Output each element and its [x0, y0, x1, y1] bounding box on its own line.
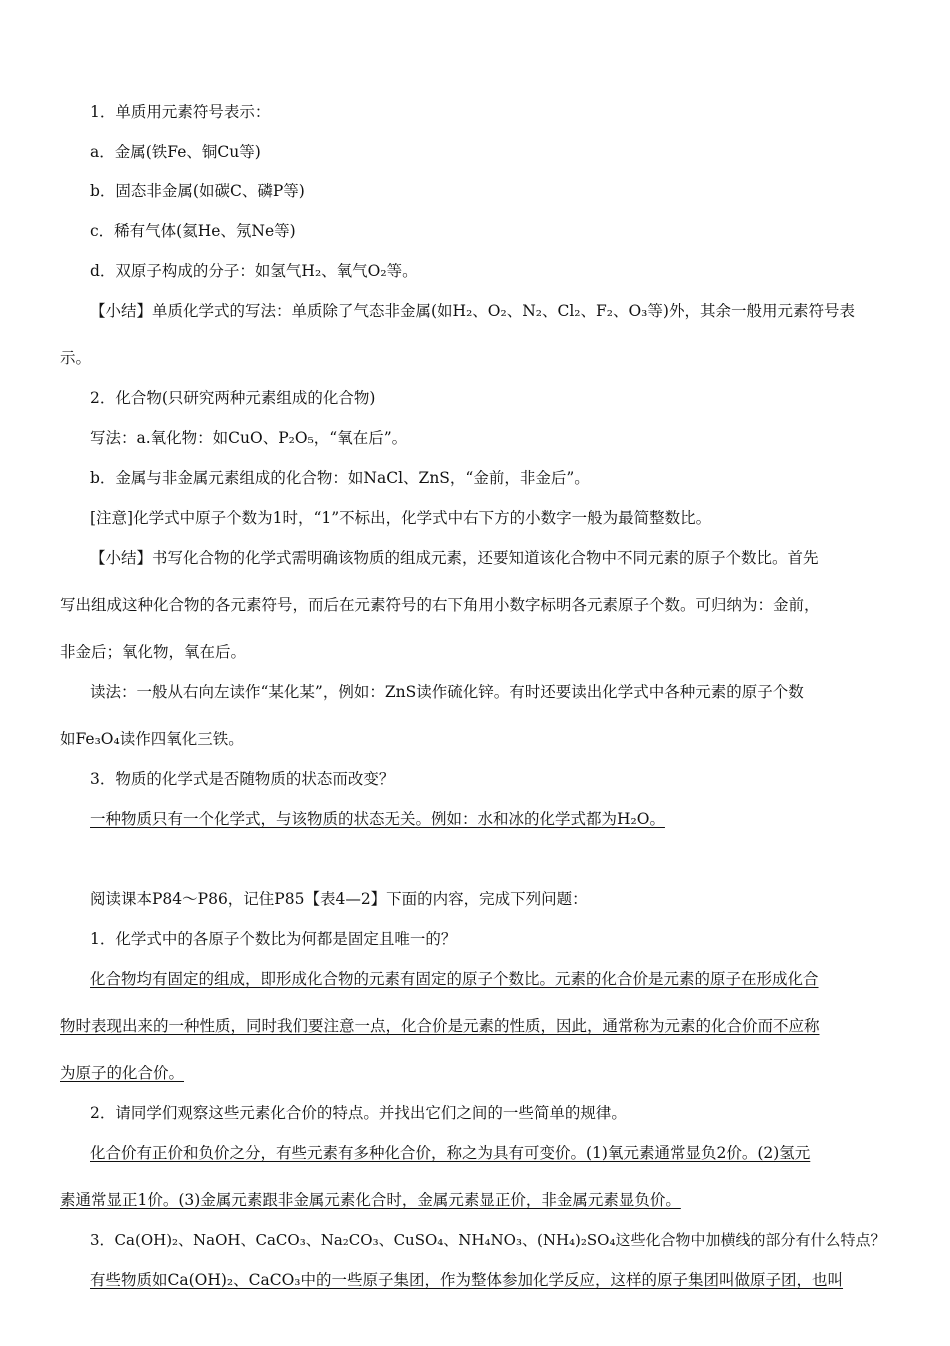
item-compound-title: 2．化合物(只研究两种元素组成的化合物) — [90, 389, 376, 407]
summary-elements-line1: 【小结】单质化学式的写法：单质除了气态非金属(如H₂、O₂、N₂、Cl₂、F₂、O₃等)外，其余一般用元素符号表 — [90, 302, 855, 320]
question-valence-rules: 2．请同学们观察这些元素化合价的特点。并找出它们之间的一些简单的规律。 — [90, 1104, 627, 1122]
note-atom-count: [注意]化学式中原子个数为1时，“1”不标出，化学式中右下方的小数字一般为最简整数比。 — [90, 509, 712, 527]
question-fixed-ratio: 1．化学式中的各原子个数比为何都是固定且唯一的？ — [90, 930, 457, 948]
item-solid-nonmetal: b．固态非金属(如碳C、磷P等) — [90, 182, 305, 200]
question-state: 3．物质的化学式是否随物质的状态而改变？ — [90, 770, 395, 788]
summary-elements-line2: 示。 — [60, 349, 92, 367]
question-radicals: 3．Ca(OH)₂、NaOH、CaCO₃、Na₂CO₃、CuSO₄、NH₄NO₃、(NH₄)₂SO₄这些化合物中加横线的部分有什么特点？ — [90, 1231, 886, 1249]
answer-fixed-ratio-line1: 化合物均有固定的组成，即形成化合物的元素有固定的原子个数比。元素的化合价是元素的原子在形成化合 — [90, 970, 819, 988]
item-noble-gas: c．稀有气体(氦He、氖Ne等) — [90, 222, 296, 240]
answer-state: 一种物质只有一个化学式，与该物质的状态无关。例如：水和冰的化学式都为H₂O。 — [90, 810, 665, 828]
summary-compound-line1: 【小结】书写化合物的化学式需明确该物质的组成元素，还要知道该化合物中不同元素的原子个数比。首先 — [90, 549, 819, 567]
summary-compound-line2: 写出组成这种化合物的各元素符号，而后在元素符号的右下角用小数字标明各元素原子个数。可归纳为：金前， — [60, 596, 820, 614]
item-title-elements: 1．单质用元素符号表示： — [90, 103, 271, 121]
item-diatomic: d．双原子构成的分子：如氢气H₂、氧气O₂等。 — [90, 262, 418, 280]
summary-compound-line3: 非金后；氧化物，氧在后。 — [60, 643, 247, 661]
item-metal: a．金属(铁Fe、铜Cu等) — [90, 143, 261, 161]
reading-rule-line2: 如Fe₃O₄读作四氧化三铁。 — [60, 730, 244, 748]
reading-rule-line1: 读法：一般从右向左读作“某化某”，例如：ZnS读作硫化锌。有时还要读出化学式中各种元素的原子个数 — [90, 683, 804, 701]
item-metal-nonmetal: b．金属与非金属元素组成的化合物：如NaCl、ZnS，“金前，非金后”。 — [90, 469, 590, 487]
answer-radicals-line1: 有些物质如Ca(OH)₂、CaCO₃中的一些原子集团，作为整体参加化学反应，这样的原子集团叫做原子团，也叫 — [90, 1271, 844, 1289]
item-oxide: 写法：a.氧化物：如CuO、P₂O₅，“氧在后”。 — [90, 429, 408, 447]
answer-fixed-ratio-line2: 物时表现出来的一种性质，同时我们要注意一点，化合价是元素的性质，因此，通常称为元素的化合价而不应称 — [60, 1017, 820, 1035]
answer-valence-rules-line2: 素通常显正1价。(3)金属元素跟非金属元素化合时，金属元素显正价，非金属元素显负价。 — [60, 1191, 681, 1209]
answer-valence-rules-line1: 化合价有正价和负价之分，有些元素有多种化合价，称之为具有可变价。(1)氧元素通常显负2价。(2)氢元 — [90, 1144, 811, 1162]
reading-instruction: 阅读课本P84～P86，记住P85【表4—2】下面的内容，完成下列问题： — [90, 890, 588, 908]
answer-fixed-ratio-line3: 为原子的化合价。 — [60, 1064, 185, 1082]
